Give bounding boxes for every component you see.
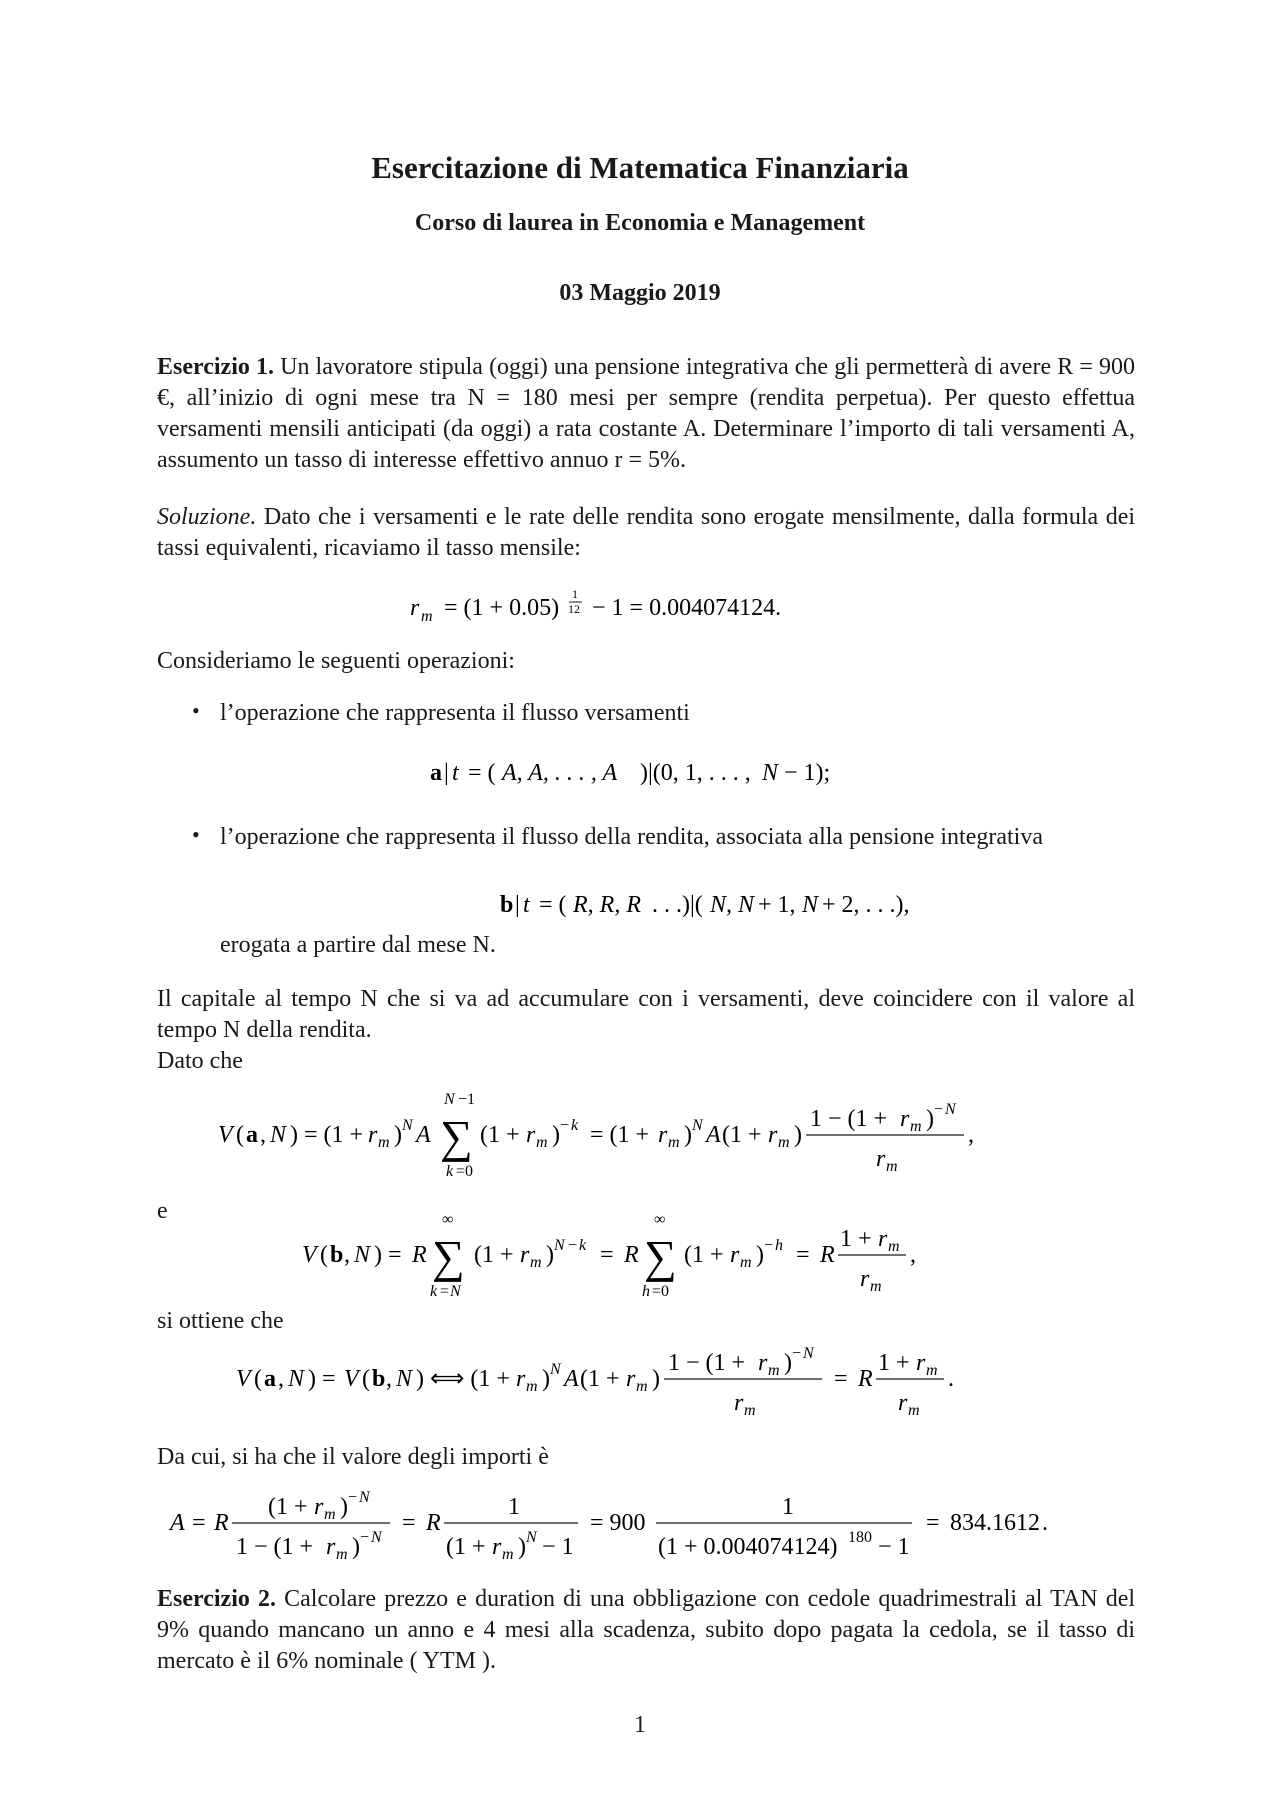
da-cui-text: Da cui, si ha che il valore degli importi è [157,1444,549,1470]
svg-text:=: = [926,1510,940,1536]
svg-text:b: b [330,1242,344,1268]
svg-text:−: − [360,1529,370,1546]
si-ottiene-text: si ottiene che [157,1308,284,1334]
capital-text: Il capitale al tempo N che si va ad accumulare con i versamenti, deve coincidere con il valore al tempo N della rendita. [157,986,1135,1043]
svg-text:) =: ) = [374,1242,402,1268]
svg-text:): ) [756,1242,764,1268]
svg-text:,: , [386,1366,392,1392]
svg-text:−: − [348,1489,358,1506]
svg-text:) = (1 +: ) = (1 + [290,1122,364,1148]
page-number: 1 [634,1712,646,1738]
equation-a-flow-svg [430,752,850,792]
bullet-1-marker: • [192,698,200,723]
svg-text:∑: ∑ [432,1231,465,1282]
exercise-2-label: Esercizio 2. [157,1586,276,1612]
svg-text:a: a [246,1122,258,1148]
exercise-1-label: Esercizio 1. [157,354,274,380]
bullet-2-text: l’operazione che rappresenta il flusso della rendita, associata alla pensione integrativa [220,824,1043,850]
svg-text:1: 1 [508,1494,520,1520]
svg-text:t: t [452,760,459,786]
svg-text:N: N [402,1117,413,1134]
bullet-2-marker: • [192,822,200,847]
svg-text:|: | [444,760,449,786]
svg-text:r: r [878,1226,888,1252]
svg-text:∞: ∞ [654,1211,666,1228]
consider-text: Consideriamo le seguenti operazioni: [157,648,515,674]
svg-text:1 +: 1 + [878,1350,910,1376]
svg-text:): ) [784,1350,792,1376]
svg-text:m: m [502,1546,514,1563]
svg-text:m: m [870,1278,882,1295]
svg-text:N: N [554,1237,565,1254]
svg-text:= 900: = 900 [590,1510,646,1536]
svg-text:(: ( [236,1122,244,1148]
svg-text:(1 +: (1 + [722,1122,762,1148]
svg-text:,: , [344,1242,350,1268]
svg-text:m: m [908,1402,920,1419]
svg-text:.: . [948,1366,954,1392]
svg-text:b: b [500,892,514,918]
svg-text:−: − [792,1345,802,1362]
svg-text:m: m [888,1238,900,1255]
svg-text:(1 +: (1 + [446,1534,486,1560]
svg-text:1 − (1 +: 1 − (1 + [810,1106,888,1132]
svg-text:− 1: − 1 [542,1534,574,1560]
svg-text:+ 1,: + 1, [758,892,796,918]
svg-text:): ) [546,1242,554,1268]
svg-text:N: N [288,1366,305,1392]
svg-text:− 1);: − 1); [784,760,831,786]
svg-text:m: m [910,1118,922,1135]
exercise-1 [157,352,1135,476]
svg-text:= (1 +: = (1 + [590,1122,650,1148]
svg-text:m: m [926,1362,938,1379]
svg-text:=: = [834,1366,848,1392]
course-name: Corso di laurea in Economia e Management [414,210,866,236]
svg-text:(1 +: (1 + [480,1122,520,1148]
svg-text:r: r [314,1494,324,1520]
svg-text:k: k [430,1283,438,1300]
svg-text:12: 12 [568,602,580,616]
svg-text:∑: ∑ [440,1111,473,1162]
result-value: 834.1612 [950,1510,1040,1536]
svg-text:m: m [530,1254,542,1271]
equation-monthly-rate [0,584,1280,635]
svg-text:m: m [526,1378,538,1395]
bullet-2-end: erogata a partire dal mese N. [220,932,496,958]
svg-text:)|(0, 1, . . . ,: )|(0, 1, . . . , [640,760,751,786]
svg-text:,: , [910,1242,916,1268]
svg-text:=: = [796,1242,810,1268]
svg-text:N: N [762,760,779,786]
e-text: e [157,1198,168,1224]
svg-text:(1 +: (1 + [268,1494,308,1520]
svg-text:a: a [430,760,442,786]
svg-text:(: ( [362,1366,370,1392]
svg-text:N: N [802,892,819,918]
svg-text:∞: ∞ [442,1211,454,1228]
svg-text:.: . [1042,1510,1048,1536]
svg-text:(1 +: (1 + [684,1242,724,1268]
svg-text:− 1: − 1 [878,1534,910,1560]
svg-text:1 − (1 +: 1 − (1 + [668,1350,746,1376]
svg-text:V: V [344,1366,359,1392]
svg-text:r: r [326,1534,336,1560]
svg-text:V: V [218,1122,233,1148]
svg-text:): ) [542,1366,550,1392]
equation-value-a [218,1090,1098,1184]
svg-text:R: R [426,1510,441,1536]
svg-text:r: r [658,1122,668,1148]
svg-text:r: r [768,1122,778,1148]
equation-a-flow [0,752,1280,799]
svg-text:r: r [626,1366,636,1392]
exercise-2 [157,1584,1135,1677]
svg-text:1 +: 1 + [840,1226,872,1252]
svg-text:A, A, . . . , A: A, A, . . . , A [502,760,618,786]
svg-text:= (1 + 0.05): = (1 + 0.05) [444,595,560,621]
exercise-2-text: Calcolare prezzo e duration di una obbligazione con cedole quadrimestrali al TAN del 9% quando mancano un anno e 4 mesi alla scadenza, subito dopo pagata la cedola, se il tasso di mercato è il 6% nominale ( YTM ). [157,1586,1136,1674]
svg-text:): ) [518,1534,526,1560]
solution-label: Soluzione. [157,504,257,530]
svg-text:m: m [744,1402,756,1419]
equation-value-b [302,1210,1022,1304]
svg-text:N: N [550,1361,561,1378]
svg-text:(: ( [320,1242,328,1268]
svg-text:R: R [858,1366,873,1392]
svg-text:1: 1 [572,587,578,601]
svg-text:N: N [450,1283,461,1300]
svg-text:r: r [900,1106,910,1132]
equation-result-a [170,1484,1120,1568]
svg-text:−: − [764,1237,774,1254]
svg-text:m: m [421,608,433,625]
svg-text:r: r [898,1390,908,1416]
svg-text:m: m [636,1378,648,1395]
svg-text:1 − (1 +: 1 − (1 + [236,1534,314,1560]
svg-text:−: − [568,1237,578,1254]
svg-text:m: m [740,1254,752,1271]
svg-text:= (: = ( [539,892,567,918]
svg-text:): ) [552,1122,560,1148]
svg-text:r: r [410,595,420,621]
equation-equality-svg [236,1340,1076,1420]
svg-text:N: N [354,1242,371,1268]
svg-text:−1: −1 [458,1091,476,1108]
solution-intro [157,502,1135,564]
svg-text:r: r [730,1242,740,1268]
solution-intro-text: Dato che i versamenti e le rate delle rendita sono erogate mensilmente, dalla formula dei tassi equivalenti, ricaviamo il tasso mensile: [157,504,1136,561]
svg-text:m: m [324,1506,336,1523]
svg-text:,: , [260,1122,266,1148]
svg-text:,: , [278,1366,284,1392]
svg-text:m: m [768,1362,780,1379]
svg-text:=: = [440,1283,450,1300]
svg-text:R: R [412,1242,427,1268]
svg-text:R, R, R: R, R, R [573,892,641,918]
svg-text:h: h [775,1237,783,1254]
svg-text:N: N [444,1091,455,1108]
svg-text:N: N [803,1345,814,1362]
svg-text:N: N [371,1529,382,1546]
svg-text:t: t [523,892,530,918]
svg-text:N: N [526,1529,537,1546]
svg-text:r: r [516,1366,526,1392]
svg-text:r: r [492,1534,502,1560]
svg-text:m: m [378,1134,390,1151]
svg-text:m: m [778,1134,790,1151]
svg-text:=: = [600,1242,614,1268]
equation-b-flow-svg [500,884,910,924]
svg-text:=: = [192,1510,206,1536]
svg-text:a: a [264,1366,276,1392]
equation-equality [236,1340,1076,1424]
svg-text:N: N [945,1101,956,1118]
svg-text:R: R [214,1510,229,1536]
svg-text:N: N [396,1366,413,1392]
svg-text:R: R [820,1242,835,1268]
dato-che-text: Dato che [157,1048,243,1074]
svg-text:R: R [624,1242,639,1268]
exercise-1-text: Un lavoratore stipula (oggi) una pensione integrativa che gli permetterà di avere R = 900 €, all’inizio di ogni mese tra N = 180 mesi per sempre (rendita perpetua). Per questo effettua versamenti mensili anticipati (da oggi) a rata costante A. Determinare l’importo di tali versamenti A, assumento un tasso di interesse effettivo annuo r = 5%. [157,354,1136,473]
svg-text:=0: =0 [456,1163,474,1180]
svg-text:r: r [860,1266,870,1292]
svg-text:): ) [684,1122,692,1148]
svg-text:): ) [340,1494,348,1520]
svg-text:(1 +: (1 + [474,1242,514,1268]
svg-text:N: N [692,1117,703,1134]
svg-text:) ⟺ (1 +: ) ⟺ (1 + [416,1366,510,1392]
svg-text:r: r [876,1146,886,1172]
document-title: Esercitazione di Matematica Finanziaria [371,150,909,185]
equation-value-b-svg [302,1210,1022,1300]
svg-text:=: = [402,1510,416,1536]
svg-text:−: − [934,1101,944,1118]
svg-text:=0: =0 [652,1283,670,1300]
svg-text:+ 2, . . .),: + 2, . . .), [822,892,910,918]
svg-text:): ) [394,1122,402,1148]
svg-text:− 1 = 0.004074124.: − 1 = 0.004074124. [592,595,782,621]
svg-text:m: m [336,1546,348,1563]
svg-text:= (: = ( [468,760,496,786]
svg-text:): ) [652,1366,660,1392]
svg-text:k: k [446,1163,454,1180]
svg-text:|: | [515,892,520,918]
svg-text:−: − [560,1117,570,1134]
equation-b-flow [0,884,1280,931]
svg-text:A: A [416,1122,431,1148]
svg-text:A: A [706,1122,721,1148]
svg-text:N: N [359,1489,370,1506]
svg-text:k: k [571,1117,579,1134]
svg-text:m: m [668,1134,680,1151]
svg-text:A: A [170,1510,185,1536]
svg-text:180: 180 [848,1529,872,1546]
svg-text:r: r [368,1122,378,1148]
svg-text:m: m [886,1158,898,1175]
svg-text:b: b [372,1366,386,1392]
svg-text:N, N: N, N [710,892,755,918]
svg-text:): ) [352,1534,360,1560]
equation-value-a-svg [218,1090,1098,1180]
svg-text:(1 +: (1 + [580,1366,620,1392]
svg-text:(: ( [254,1366,262,1392]
svg-text:. . .)|(: . . .)|( [652,892,703,918]
equation-monthly-rate-svg [410,584,870,628]
svg-text:,: , [968,1122,974,1148]
svg-text:V: V [302,1242,317,1268]
svg-text:r: r [526,1122,536,1148]
svg-text:V: V [236,1366,251,1392]
document-date: 03 Maggio 2019 [559,280,721,306]
svg-text:r: r [758,1350,768,1376]
svg-text:∑: ∑ [644,1231,677,1282]
svg-text:r: r [916,1350,926,1376]
svg-text:A: A [564,1366,579,1392]
svg-text:k: k [579,1237,587,1254]
svg-text:N: N [270,1122,287,1148]
svg-text:r: r [734,1390,744,1416]
svg-text:1: 1 [782,1494,794,1520]
bullet-1-text: l’operazione che rappresenta il flusso versamenti [220,700,690,726]
svg-text:): ) [794,1122,802,1148]
svg-text:): ) [926,1106,934,1132]
svg-text:) =: ) = [308,1366,336,1392]
svg-text:(1 + 0.004074124): (1 + 0.004074124) [658,1534,838,1560]
svg-text:h: h [642,1283,650,1300]
svg-text:m: m [536,1134,548,1151]
equation-result-a-svg [170,1484,1120,1564]
svg-text:r: r [520,1242,530,1268]
